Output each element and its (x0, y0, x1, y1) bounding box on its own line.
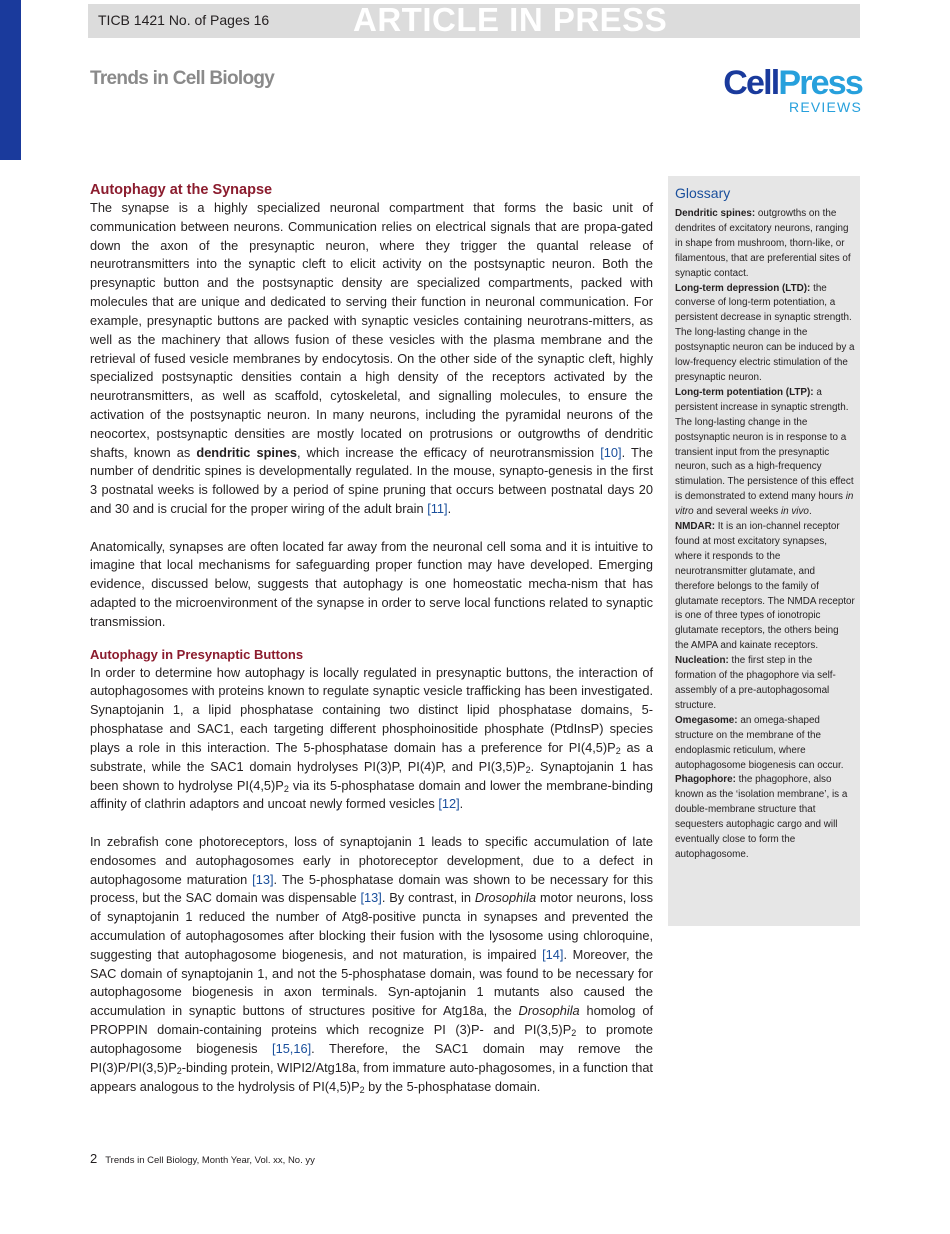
header-band (88, 1, 860, 38)
glossary-term: NMDAR: (675, 521, 716, 533)
logo-reviews: REVIEWS (789, 99, 862, 115)
section-heading: Autophagy at the Synapse (90, 182, 273, 198)
main-column (90, 181, 653, 1096)
citation-link[interactable]: [15,16] (272, 1040, 312, 1056)
citation-link[interactable]: [10] (600, 444, 622, 460)
glossary-entry: Long-term potentiation (LTP): a persistent increase in synaptic strength. The long-lasting change in the postsynaptic neuron is in response to a transient input from the presynaptic neuron, such as a high-frequency stimulation. The persistence of this effect is demonstrated to extend many hours in vitro and several weeks in vivo. (675, 386, 854, 518)
page-number: 2 (90, 1151, 98, 1166)
glossary-entry: Omegasome: an omega-shaped structure on the membrane of the endoplasmic reticulum, where autophagosome biogenesis can occur. (675, 714, 844, 771)
glossary-term: Phagophore: (675, 774, 736, 786)
paragraph: In order to determine how autophagy is locally regulated in presynaptic buttons, the interaction of autophagosomes with proteins known to regulate synaptic vesicle trafficking has been investigated. Synaptojanin 1, a lipid phosphatase containing two distinct lipid phosphatase domains, 5-phosphatase and SAC1, each targeting different phosphoinositide phosphate (PtdInsP) species plays a role in this interaction. The 5-phosphatase domain has a preference for $PI(4,5)P_2$ as a substrate, while the SAC1 domain hydrolyses PI(3)P, PI(4)P, and $PI(3,5)P_2$. Synaptojanin 1 has been shown to hydrolyse $PI(4,5)P_2$ via its 5-phosphatase domain and lower the membrane-binding affinity of clathrin adaptors and uncoat newly formed vesicles [12]. (90, 664, 654, 812)
subsection-heading: Autophagy in Presynaptic Buttons (90, 646, 304, 662)
article-status: ARTICLE IN PRESS (353, 1, 668, 38)
citation-link[interactable]: [13] (252, 871, 274, 887)
glossary-term: Omegasome: (675, 714, 738, 726)
citation-link[interactable]: [13] (360, 890, 382, 906)
logo-press: Press (778, 64, 862, 102)
glossary-term: Long-term potentiation (LTP): (675, 386, 814, 398)
glossary-box (668, 176, 860, 926)
citation-link[interactable]: [14] (542, 946, 564, 962)
glossary-entry: Dendritic spines: outgrowths on the dendrites of excitatory neurons, ranging in shape from mushroom, thorn-like, or filamentous, that are preferential sites of synaptic contact. (675, 208, 851, 279)
glossary-term: Nucleation: (675, 655, 729, 667)
citation-link[interactable]: [12] (438, 796, 460, 812)
glossary-entry: Long-term depression (LTD): the converse of long-term potentiation, a persistent decrease in synaptic strength. The long-lasting change in the postsynaptic neuron can be induced by a low-frequency electric stimulation of the presynaptic neuron. (675, 282, 855, 383)
page-footer (90, 1151, 315, 1166)
logo-cell: Cell (723, 64, 779, 102)
paragraph: Anatomically, synapses are often located far away from the neuronal cell soma and it is intuitive to imagine that local mechanisms for safeguarding proper function may have developed. Emerging evidence, discussed below, suggests that autophagy is one homeostatic mecha-nism that has adapted to the microenvironment of the synapse in order to serve local functions related to synaptic transmission. (90, 538, 653, 629)
journal-title: Trends in Cell Biology (90, 68, 275, 89)
glossary-entry: Nucleation: the first step in the formation of the phagophore via self-assembly of a pre-autophagosomal structure. (675, 655, 836, 711)
paragraph: The synapse is a highly specialized neuronal compartment that forms the basic unit of communication between neurons. Communication relies on electrical signals that are propa-gated down the axon of the presynaptic neuron, where they trigger the quantal release of neurotransmitters into the synaptic cleft to elicit activity on the postsynaptic neuron. Both the presynaptic button and the postsynaptic density are specialized compartments, packed with molecules that are unique and dedicated to serving their function in neuronal communication. For example, presynaptic buttons are packed with synaptic vesicles containing neurotrans-mitters, as well as the machinery that allows fusion of these vesicles with the plasma membrane and the retrieval of fused vesicle membranes by endocytosis. On the other side of the synaptic cleft, highly specialized postsynaptic densities contain a high density of the receptors activated by the neurotransmitters, as well as scaffold, cytoskeletal, and signalling molecules, to ensure the activation of the postsynaptic neuron. In many neurons, including the pyramidal neurons of the neocortex, postsynaptic densities are mostly located on protrusions or outgrowths of dendritic shafts, known as dendritic spines, which increase the efficacy of neurotransmission [10]. The number of dendritic spines is developmentally regulated. In the mouse, synapto-genesis in the first 3 postnatal weeks is followed by a period of spine pruning that occurs between postnatal days 20 and 30 and is crucial for the proper wiring of the adult brain [11]. (90, 200, 654, 516)
glossary-term-dendritic-spines: dendritic spines (196, 444, 298, 460)
journal-citation: Trends in Cell Biology, Month Year, Vol. xx, No. yy (105, 1155, 315, 1166)
citation-link[interactable]: [11] (427, 501, 448, 516)
glossary-entry: Phagophore: the phagophore, also known as the ‘isolation membrane’, is a double-membrane structure that sequesters autophagic cargo and will eventually close to form the autophagosome. (675, 774, 848, 860)
glossary-title: Glossary (675, 185, 731, 201)
glossary-term: Long-term depression (LTD): (675, 282, 811, 294)
glossary-entry: NMDAR: It is an ion-channel receptor found at most excitatory synapses, where it responds to the neurotransmitter glutamate, and therefore belongs to the family of glutamate receptors. The NMDA receptor is one of three types of ionotropic glutamate receptors, the others being the AMPA and kainate receptors. (675, 521, 855, 652)
paragraph: In zebrafish cone photoreceptors, loss of synaptojanin 1 leads to specific accumulation of late endosomes and autophagosomes early in photoreceptor development, due to a defect in autophagosome maturation [13]. The 5-phosphatase domain was shown to be necessary for this process, but the SAC domain was dispensable [13]. By contrast, in Drosophila motor neurons, loss of synaptojanin 1 reduced the number of Atg8-positive puncta in synapses and prevented the accumulation of autophagosomes after blocking their fusion with the lysosome using chloroquine, suggesting that autophagosome biogenesis, and not maturation, is impaired [14]. Moreover, the SAC domain of synaptojanin 1, and not the 5-phosphatase domain, was found to be necessary for autophagosome biogenesis in axon terminals. Syn-aptojanin 1 mutants also caused the accumulation in synaptic buttons of structures positive for Atg18a, the Drosophila homolog of PROPPIN domain-containing proteins which recognize PI (3)P- and $PI(3,5)P_2$ to promote autophagosome biogenesis [15,16]. Therefore, the SAC1 domain may remove the $PI(3)P/PI(3,5)P_2$-binding protein, WIPI2/Atg18a, from immature auto-phagosomes, in a function that appears analogous to the hydrolysis of $PI(4,5)P_2$ by the 5-phosphatase domain. (90, 833, 653, 1095)
cellpress-logo (712, 64, 862, 120)
glossary-term: Dendritic spines: (675, 208, 756, 219)
document-id: TICB 1421 No. of Pages 16 (98, 12, 270, 28)
journal-color-bar (0, 0, 21, 160)
